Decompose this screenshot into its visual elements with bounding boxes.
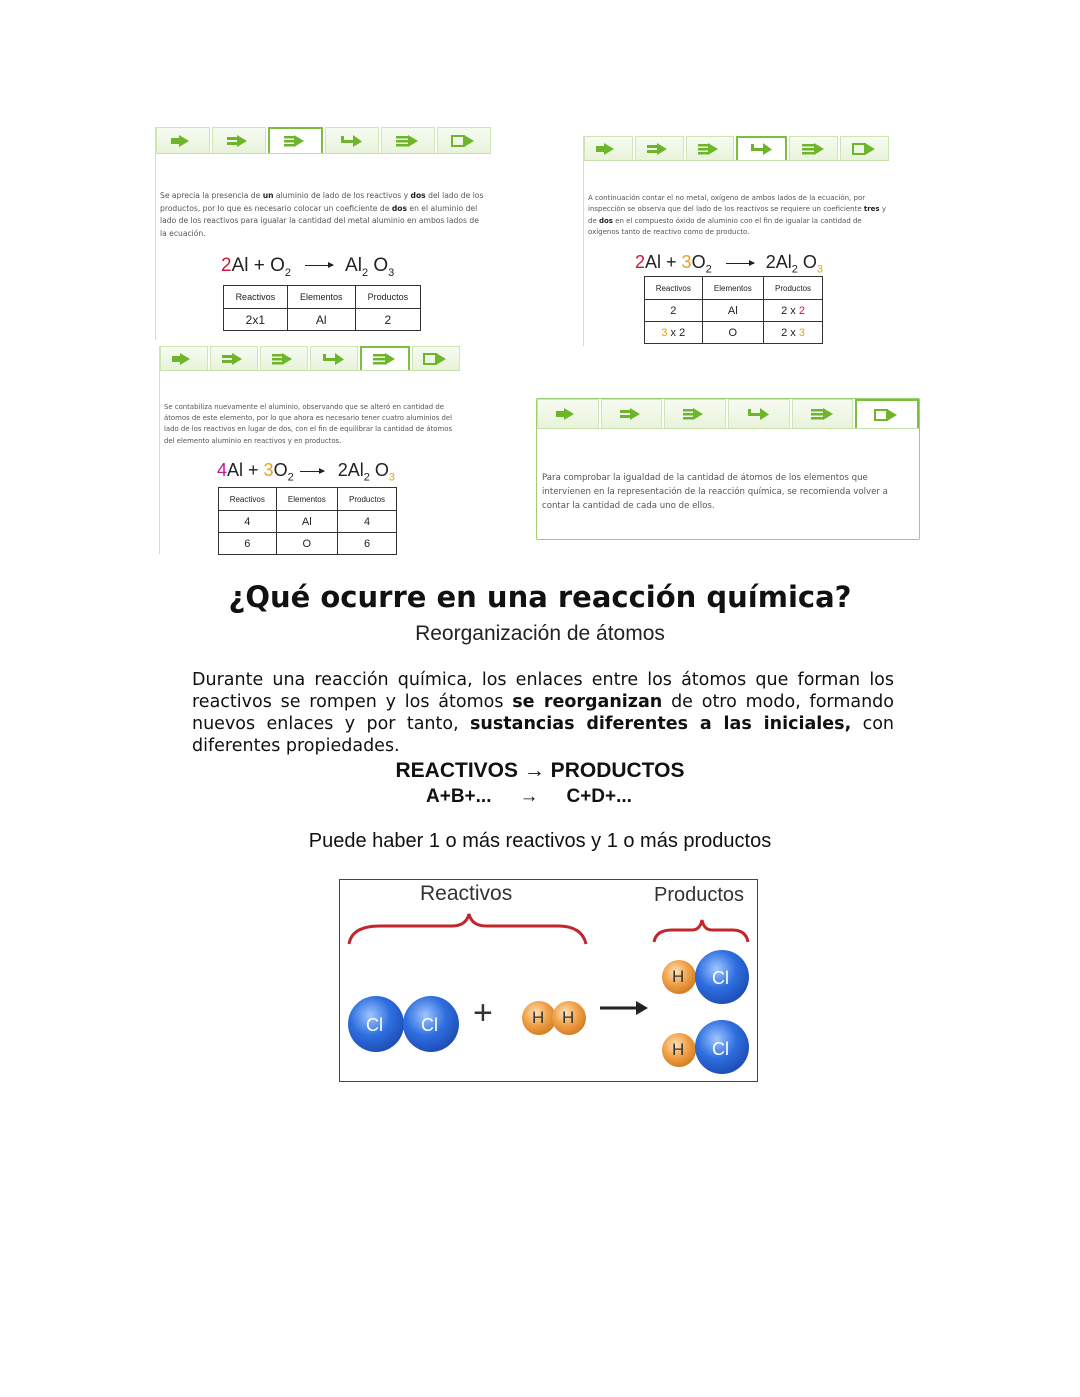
step-4-icon	[745, 407, 773, 421]
step-1-icon	[554, 407, 582, 421]
step-tab-1[interactable]	[160, 346, 208, 370]
step-6-icon	[422, 352, 450, 366]
balance-table-3: Reactivos Elementos Productos 4 Al 4 6 O 6	[218, 487, 397, 555]
step-1-icon	[169, 134, 197, 148]
arrow-icon: →	[519, 786, 539, 807]
step-4-description: Para comprobar la igualdad de la cantidad de átomos de los elementos que intervienen en la representación de la reacción química, se recomienda volver a contar la cantidad de cada uno de ellos.	[542, 473, 888, 511]
step-6-icon	[873, 408, 901, 422]
step-2-icon	[220, 352, 248, 366]
reaction-note: Puede haber 1 o más reactivos y 1 o más productos	[308, 830, 772, 852]
step-5-icon	[394, 134, 422, 148]
step-tab-3[interactable]	[664, 399, 726, 428]
step-tab-4[interactable]	[736, 136, 787, 160]
step-4-icon	[748, 142, 776, 156]
step-panel-1	[155, 127, 491, 340]
balance-table-2: Reactivos Elementos Productos 2 Al 2 x 2 3 x 2 O 2 x 3	[644, 276, 823, 344]
reactants-brace-icon	[349, 914, 586, 944]
step-2-icon	[618, 407, 646, 421]
diagram-graphics	[340, 880, 757, 1081]
step-tab-5[interactable]	[360, 346, 410, 370]
step-tab-2[interactable]	[601, 399, 663, 428]
step-tab-6[interactable]	[840, 136, 889, 160]
step-tab-3[interactable]	[268, 127, 324, 153]
step-tab-6[interactable]	[412, 346, 460, 370]
step-3-icon	[282, 134, 310, 148]
step-3-icon	[681, 407, 709, 421]
reaction-arrow-icon	[300, 471, 324, 472]
h-label: H	[562, 1008, 575, 1027]
step-panel-3	[159, 346, 460, 554]
step-tab-4[interactable]	[310, 346, 358, 370]
step-tabs	[584, 136, 889, 161]
step-4-icon	[320, 352, 348, 366]
step-tab-1[interactable]	[584, 136, 633, 160]
molecule-diagram	[339, 879, 758, 1082]
cl-label: Cl	[712, 968, 729, 988]
step-1-description: Se aprecia la presencia de un aluminio de lado de los reactivos y dos del lado de los productos, por lo que es necesario colocar un coeficiente de dos en el aluminio del lado de los reactivos para igualar la cantidad del metal aluminio en ambos lados de la ecuación.	[160, 191, 484, 238]
step-3-icon	[696, 142, 724, 156]
step-5-icon	[809, 407, 837, 421]
step-tab-5[interactable]	[792, 399, 854, 428]
body-paragraph: Durante una reacción química, los enlaces entre los átomos que forman los reactivos se rompen y los átomos se reorganizan de otro modo, formando nuevos enlaces y por tanto, sustancias diferentes a las iniciales, con diferentes propiedades.	[192, 670, 894, 756]
equation-3: $4Al + 3O_2$ $2Al_2$ $O_3$	[217, 460, 395, 484]
step-5-icon	[800, 142, 828, 156]
reactants-label: Reactivos	[420, 882, 513, 905]
step-4-icon	[338, 134, 366, 148]
step-1-icon	[170, 352, 198, 366]
step-3-icon	[270, 352, 298, 366]
reaction-arrow-icon	[636, 1001, 648, 1015]
reaction-formula: A+B+... → C+D+...	[426, 786, 632, 807]
step-tab-1[interactable]	[156, 127, 210, 153]
reaction-arrow-icon	[305, 265, 333, 266]
step-6-icon	[851, 142, 879, 156]
h-label: H	[672, 967, 685, 986]
step-tabs	[156, 127, 491, 154]
equation-2: $2Al + 3O_2$ $2Al_2$ $O_3$	[635, 252, 823, 276]
step-tab-3[interactable]	[260, 346, 308, 370]
step-2-icon	[645, 142, 673, 156]
step-3-description: Se contabiliza nuevamente el aluminio, observando que se alteró en cantidad de átomos de este elemento, por lo que ahora es necesario tener cuatro aluminios del lado de los reactivos en lugar de dos, con el fin de equilibrar la cantidad de átomos del elemento aluminio en reactivos y en productos.	[164, 403, 453, 445]
products-brace-icon	[654, 920, 748, 942]
step-tab-6[interactable]	[437, 127, 491, 153]
step-1-icon	[594, 142, 622, 156]
cl-label: Cl	[366, 1015, 383, 1035]
step-tab-1[interactable]	[537, 399, 599, 428]
cl-label: Cl	[712, 1039, 729, 1059]
h-label: H	[532, 1008, 545, 1027]
step-tab-5[interactable]	[381, 127, 435, 153]
reaction-general: REACTIVOS → PRODUCTOS	[395, 759, 685, 782]
plus-sign: +	[473, 994, 493, 1032]
step-tab-6[interactable]	[855, 399, 919, 428]
page-subtitle: Reorganización de átomos	[415, 622, 665, 645]
step-tab-2[interactable]	[635, 136, 684, 160]
step-tabs	[160, 346, 460, 371]
step-6-icon	[450, 134, 478, 148]
step-tab-4[interactable]	[325, 127, 379, 153]
step-5-icon	[371, 352, 399, 366]
page-title: ¿Qué ocurre en una reacción química?	[228, 580, 852, 614]
h-label: H	[672, 1040, 685, 1059]
step-panel-4	[536, 398, 920, 540]
reaction-arrow-icon	[726, 263, 754, 264]
cl-label: Cl	[421, 1015, 438, 1035]
equation-1: $2Al + O_2$ $Al_2$ $O_3$	[221, 255, 395, 279]
step-tab-3[interactable]	[686, 136, 735, 160]
step-tab-4[interactable]	[728, 399, 790, 428]
step-tab-2[interactable]	[212, 127, 266, 153]
step-2-icon	[225, 134, 253, 148]
balance-table-1: Reactivos Elementos Productos 2x1 Al 2	[223, 285, 421, 331]
step-tab-2[interactable]	[210, 346, 258, 370]
step-2-description: A continuación contar el no metal, oxígeno de ambos lados de la ecuación, por inspección se observa que del lado de los reactivos se requiere un coeficiente tres y de dos en el compuesto óxido de aluminio con el fin de igualar la cantidad de oxígenos tanto de reactivo como de producto.	[588, 194, 886, 236]
products-label: Productos	[654, 884, 745, 906]
step-tabs	[537, 399, 919, 429]
step-panel-2	[583, 136, 889, 346]
step-tab-5[interactable]	[789, 136, 838, 160]
